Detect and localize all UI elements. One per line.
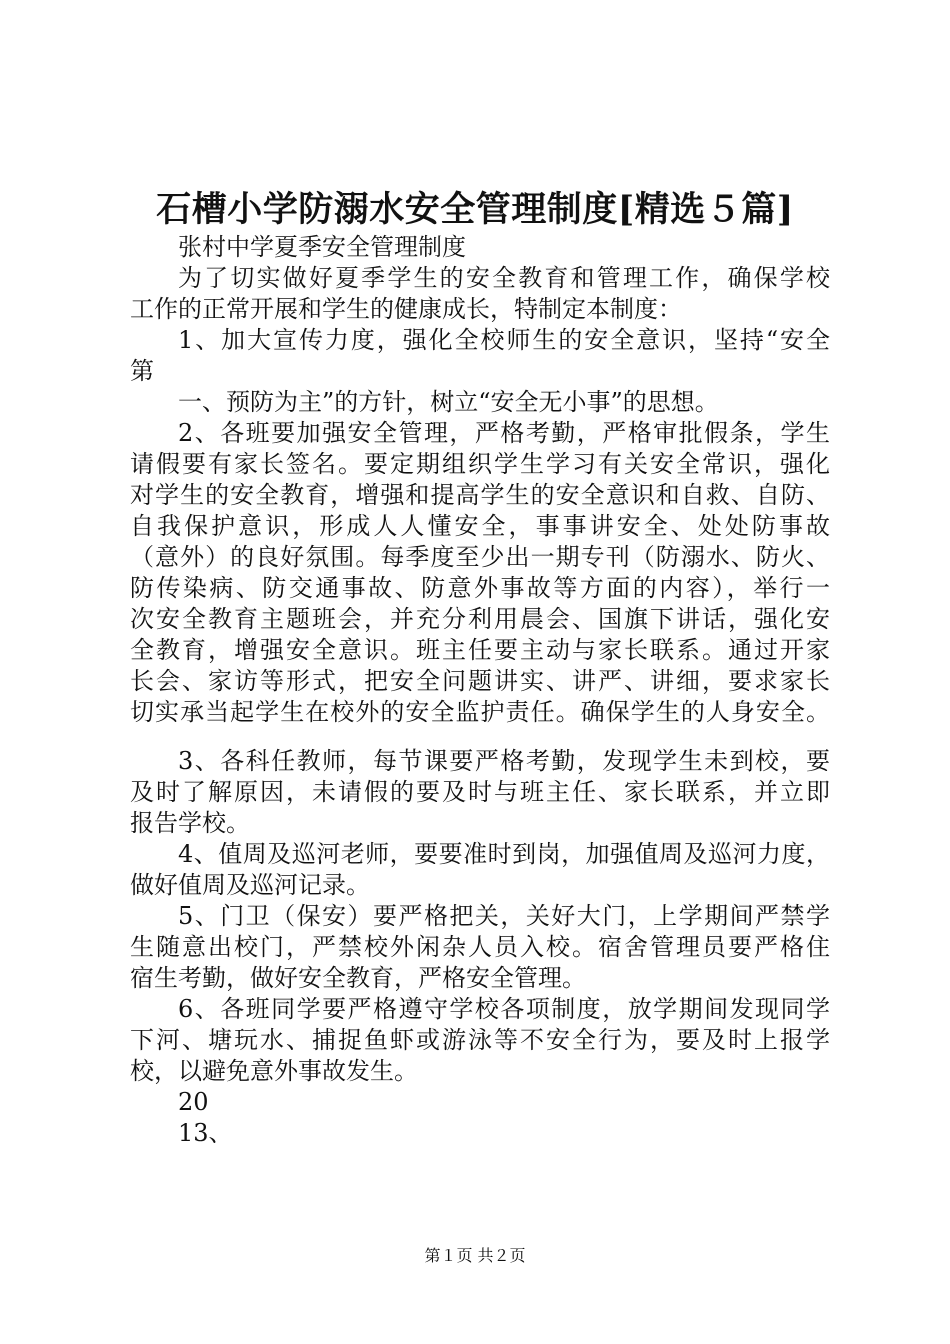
text-line: 第 [130, 357, 154, 385]
text-line: 2、各班要加强安全管理，严格考勤，严格审批假条，学生 [178, 419, 830, 447]
text-line: 全教育，增强安全意识。班主任要主动与家长联系。通过开家 [130, 636, 830, 664]
text-line: 宿生考勤，做好安全教育，严格安全管理。 [130, 964, 586, 992]
paragraph-gap [130, 728, 830, 746]
text-line: 自我保护意识，形成人人懂安全，事事讲安全、处处防事故 [130, 512, 830, 540]
text-line: 1、加大宣传力度，强化全校师生的安全意识，坚持“安全 [178, 326, 830, 354]
text-line: 3、各科任教师，每节课要严格考勤，发现学生未到校，要 [178, 747, 830, 775]
text-line: 6、各班同学要严格遵守学校各项制度，放学期间发现同学 [178, 995, 830, 1023]
text-line: 20 [178, 1088, 209, 1116]
text-line: 做好值周及巡河记录。 [130, 871, 370, 899]
text-line: 下河、塘玩水、捕捉鱼虾或游泳等不安全行为，要及时上报学 [130, 1026, 830, 1054]
text-line: 防传染病、防交通事故、防意外事故等方面的内容），举行一 [130, 574, 830, 602]
text-line: 生随意出校门，严禁校外闲杂人员入校。宿舍管理员要严格住 [130, 933, 830, 961]
text-line: 校，以避免意外事故发生。 [130, 1057, 418, 1085]
text-line: 为了切实做好夏季学生的安全教育和管理工作，确保学校 [178, 264, 830, 292]
page-footer: 第１页 共２页 [424, 1246, 526, 1265]
text-line: 切实承当起学生在校外的安全监护责任。确保学生的人身安全。 [130, 698, 830, 726]
text-line: （意外）的良好氛围。每季度至少出一期专刊（防溺水、防火、 [130, 543, 830, 571]
text-line: 请假要有家长签名。要定期组织学生学习有关安全常识，强化 [130, 450, 830, 478]
document-body [130, 232, 830, 1149]
document-title: 石槽小学防溺水安全管理制度[精选５篇] [156, 189, 794, 230]
text-line: 对学生的安全教育，增强和提高学生的安全意识和自救、自防、 [130, 481, 830, 509]
text-line: 13、 [178, 1119, 233, 1147]
text-line: 次安全教育主题班会，并充分利用晨会、国旗下讲话，强化安 [130, 605, 830, 633]
text-line: 张村中学夏季安全管理制度 [178, 233, 466, 261]
text-line: 报告学校。 [130, 809, 250, 837]
text-line: 及时了解原因，未请假的要及时与班主任、家长联系，并立即 [130, 778, 830, 806]
text-line: 长会、家访等形式，把安全问题讲实、讲严、讲细，要求家长 [130, 667, 830, 695]
text-line: 5、门卫（保安）要严格把关，关好大门，上学期间严禁学 [178, 902, 830, 930]
text-line: 4、值周及巡河老师，要要准时到岗，加强值周及巡河力度， [178, 840, 830, 868]
text-line: 一、预防为主”的方针，树立“安全无小事”的思想。 [178, 388, 719, 416]
text-line: 工作的正常开展和学生的健康成长，特制定本制度： [130, 295, 682, 323]
